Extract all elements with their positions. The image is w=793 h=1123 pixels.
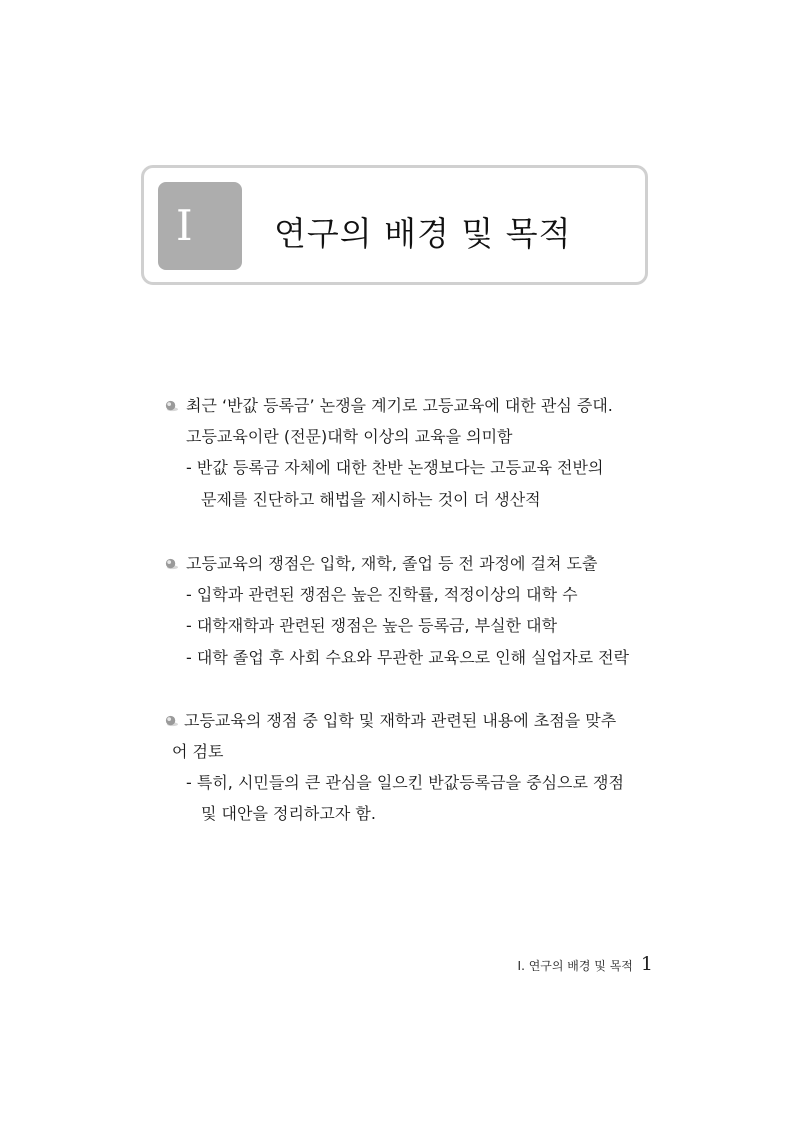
- sub-item-cont: 및 대안을 정리하고자 함.: [201, 804, 376, 823]
- sub-item-cont: 문제를 진단하고 해법을 제시하는 것이 더 생산적: [201, 490, 541, 509]
- sub-item: - 반값 등록금 자체에 대한 찬반 논쟁보다는 고등교육 전반의: [186, 458, 604, 477]
- sub-item: - 입학과 관련된 쟁점은 높은 진학률, 적정이상의 대학 수: [186, 585, 578, 604]
- running-head: Ⅰ. 연구의 배경 및 목적: [517, 959, 633, 973]
- bullet-icon: [164, 713, 179, 728]
- bullet-icon: [164, 556, 179, 571]
- sub-item: - 특히, 시민들의 큰 관심을 일으킨 반값등록금을 중심으로 쟁점: [186, 773, 624, 792]
- page-number: 1: [640, 953, 653, 975]
- bullet-text: 고등교육의 쟁점 중 입학 및 재학과 관련된 내용에 초점을 맞추: [184, 711, 617, 730]
- chapter-title: 연구의 배경 및 목적: [274, 214, 572, 253]
- bullet-text-cont: 고등교육이란 (전문)대학 이상의 교육을 의미함: [186, 427, 513, 446]
- page-footer: [518, 953, 653, 975]
- bullet-icon: [164, 398, 179, 413]
- bullet-text: 최근 ‘반값 등록금’ 논쟁을 계기로 고등교육에 대한 관심 증대.: [186, 396, 613, 415]
- sub-item: - 대학재학과 관련된 쟁점은 높은 등록금, 부실한 대학: [186, 616, 558, 635]
- bullet-text: 고등교육의 쟁점은 입학, 재학, 졸업 등 전 과정에 걸쳐 도출: [186, 554, 598, 573]
- chapter-title-box: [141, 165, 648, 285]
- sub-item: - 대학 졸업 후 사회 수요와 무관한 교육으로 인해 실업자로 전락: [186, 648, 630, 667]
- chapter-number-badge: Ⅰ: [158, 182, 242, 270]
- bullet-text-cont: 어 검토: [172, 742, 224, 761]
